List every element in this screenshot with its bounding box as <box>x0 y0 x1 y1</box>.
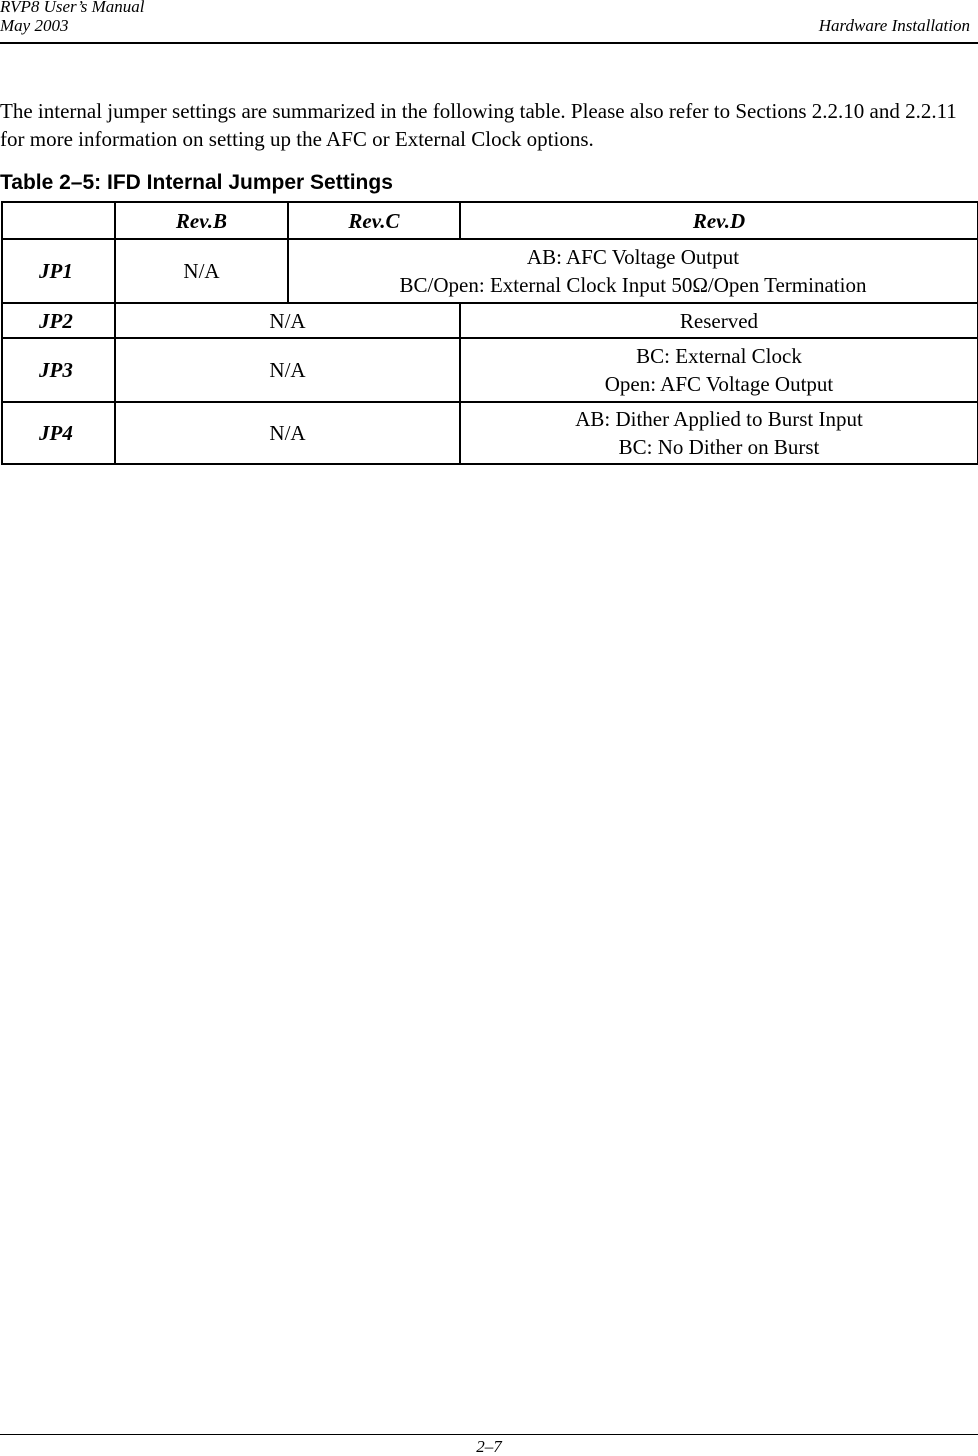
setting-line: AB: AFC Voltage Output <box>526 245 740 269</box>
intro-paragraph: The internal jumper settings are summarized in the following table. Please also refer to Sections 2.2.10 and 2.2.11 for more information on setting up the AFC or External Clock options. <box>0 99 957 151</box>
running-header-left <box>0 0 145 35</box>
table-header-row <box>2 202 978 239</box>
rev-bc-cell: N/A <box>115 338 460 402</box>
manual-title: RVP8 User’s Manual <box>0 0 145 16</box>
rev-d-cell <box>460 303 978 338</box>
setting-line: BC: External Clock <box>636 344 802 368</box>
rev-bc-cell: N/A <box>115 303 460 338</box>
table-caption: Table 2–5: IFD Internal Jumper Settings <box>0 171 393 194</box>
rev-cd-cell <box>288 239 978 303</box>
header-cell-rev-c: Rev.C <box>288 202 460 239</box>
header-rule <box>0 42 978 44</box>
jumper-label: JP1 <box>2 239 115 303</box>
setting-line: AB: Dither Applied to Burst Input <box>575 407 863 431</box>
rev-d-cell <box>460 338 978 402</box>
header-cell-jumper <box>2 202 115 239</box>
page-number: 2–7 <box>476 1437 502 1456</box>
header-cell-rev-d: Rev.D <box>460 202 978 239</box>
table-row <box>2 338 978 402</box>
table-row <box>2 402 978 464</box>
footer-rule <box>0 1434 978 1435</box>
setting-line: BC/Open: External Clock Input 50Ω/Open Termination <box>399 273 867 297</box>
table-row <box>2 303 978 338</box>
header-cell-rev-b: Rev.B <box>115 202 288 239</box>
rev-bc-cell: N/A <box>115 402 460 464</box>
jumper-label: JP4 <box>2 402 115 464</box>
rev-d-cell <box>460 402 978 464</box>
setting-line: BC: No Dither on Burst <box>618 435 820 459</box>
jumper-label: JP3 <box>2 338 115 402</box>
jumper-settings-table <box>1 201 978 465</box>
table-row <box>2 239 978 303</box>
publication-date: May 2003 <box>0 16 69 35</box>
setting-line: Reserved <box>679 308 759 333</box>
setting-line: Open: AFC Voltage Output <box>604 372 834 396</box>
rev-b-cell: N/A <box>115 239 288 303</box>
section-title: Hardware Installation <box>818 16 970 35</box>
jumper-label: JP2 <box>2 303 115 338</box>
